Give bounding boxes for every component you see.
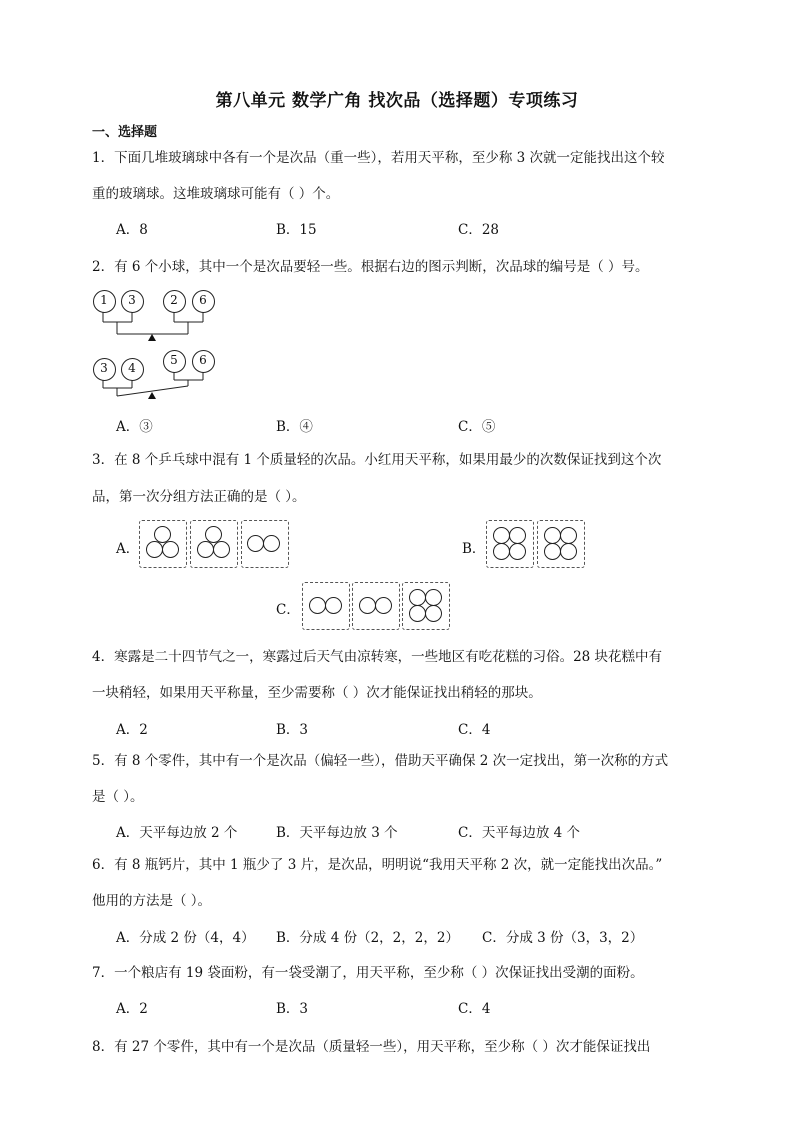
page-title: 第八单元 数学广角 找次品（选择题）专项练习 <box>215 91 579 111</box>
q6-line1: 6．有 8 瓶钙片，其中 1 瓶少了 3 片，是次品，明明说“我用天平称 2 次，就一定能找出次品。” <box>92 857 663 873</box>
q5-line1: 5．有 8 个零件，其中有一个是次品（偏轻一些），借助天平确保 2 次一定找出，第一次称的方式 <box>92 753 669 769</box>
ping-pong-ball <box>263 535 280 552</box>
ping-pong-ball <box>409 589 426 606</box>
q8-line1: 8．有 27 个零件，其中有一个是次品（质量轻一些），用天平称，至少称（ ）次才能保证找出 <box>92 1039 651 1055</box>
q7-line1: 7．一个粮店有 19 袋面粉，有一袋受潮了，用天平称，至少称（ ）次保证找出受潮的面粉。 <box>92 965 644 981</box>
ball-label: 6 <box>199 353 207 367</box>
q1-option-c[interactable]: C．28 <box>458 222 500 238</box>
ping-pong-ball <box>544 543 561 560</box>
q4-option-c[interactable]: C．4 <box>458 722 491 738</box>
q1-option-b[interactable]: B．15 <box>276 222 317 238</box>
ping-pong-ball <box>197 541 214 558</box>
q3-line1: 3．在 8 个乒乓球中混有 1 个质量轻的次品。小红用天平称，如果用最少的次数保证找到这个次 <box>92 452 662 468</box>
q3-line2: 品，第一次分组方法正确的是（ ）。 <box>92 489 306 505</box>
ball-label: 2 <box>170 293 178 307</box>
ping-pong-ball <box>560 543 577 560</box>
ping-pong-ball <box>409 605 426 622</box>
q6-option-c[interactable]: C．分成 3 份（3，3，2） <box>482 930 644 946</box>
q3-option-b[interactable]: B． <box>462 541 486 557</box>
ping-pong-ball <box>425 605 442 622</box>
q5-option-a[interactable]: A．天平每边放 2 个 <box>116 825 238 841</box>
q2-line1: 2．有 6 个小球，其中一个是次品要轻一些。根据右边的图示判断，次品球的编号是（ ）号。 <box>92 259 649 275</box>
ping-pong-ball <box>359 597 376 614</box>
q2-option-b[interactable]: B．④ <box>276 419 313 435</box>
q1-line1: 1．下面几堆玻璃球中各有一个是次品（重一些），若用天平称，至少称 3 次就一定能找出这个较 <box>92 150 665 166</box>
ball-label: 3 <box>100 361 108 375</box>
q3-option-c[interactable]: C． <box>276 602 300 618</box>
q2-option-c[interactable]: C．⑤ <box>458 419 496 435</box>
ball-label: 3 <box>128 293 136 307</box>
section-heading: 一、选择题 <box>92 125 158 140</box>
q5-line2: 是（ ）。 <box>92 789 144 805</box>
ping-pong-ball <box>162 541 179 558</box>
q3-option-a[interactable]: A． <box>116 541 140 557</box>
q4-line2: 一块稍轻，如果用天平称量，至少需要称（ ）次才能保证找出稍轻的那块。 <box>92 685 542 701</box>
group-box <box>486 520 534 568</box>
q6-line2: 他用的方法是（ ）。 <box>92 893 212 909</box>
ping-pong-ball <box>146 541 163 558</box>
q7-option-b[interactable]: B．3 <box>276 1001 309 1017</box>
ball-label: 1 <box>100 293 108 307</box>
q4-option-b[interactable]: B．3 <box>276 722 309 738</box>
ping-pong-ball <box>325 597 342 614</box>
ping-pong-ball <box>509 527 526 544</box>
q1-line2: 重的玻璃球。这堆玻璃球可能有（ ）个。 <box>92 186 340 202</box>
ping-pong-ball <box>493 527 510 544</box>
ping-pong-ball <box>375 597 392 614</box>
ball-label: 6 <box>199 293 207 307</box>
ping-pong-ball <box>247 535 264 552</box>
q4-line1: 4．寒露是二十四节气之一，寒露过后天气由凉转寒，一些地区有吃花糕的习俗。28 块花糕中有 <box>92 649 663 665</box>
ball-label: 4 <box>128 361 136 375</box>
ping-pong-ball <box>309 597 326 614</box>
q6-option-a[interactable]: A．分成 2 份（4，4） <box>116 930 255 946</box>
q6-option-b[interactable]: B．分成 4 份（2，2，2，2） <box>276 930 459 946</box>
q7-option-a[interactable]: A．2 <box>116 1001 148 1017</box>
ping-pong-ball <box>425 589 442 606</box>
q5-option-c[interactable]: C．天平每边放 4 个 <box>458 825 581 841</box>
group-box <box>402 582 450 630</box>
q2-option-a[interactable]: A．③ <box>116 419 153 435</box>
q4-option-a[interactable]: A．2 <box>116 722 148 738</box>
group-box <box>537 520 585 568</box>
ping-pong-ball <box>493 543 510 560</box>
ping-pong-ball <box>509 543 526 560</box>
ping-pong-ball <box>213 541 230 558</box>
q7-option-c[interactable]: C．4 <box>458 1001 491 1017</box>
ping-pong-ball <box>560 527 577 544</box>
ball-label: 5 <box>170 353 178 367</box>
q1-option-a[interactable]: A．8 <box>116 222 148 238</box>
ping-pong-ball <box>544 527 561 544</box>
q5-option-b[interactable]: B．天平每边放 3 个 <box>276 825 398 841</box>
